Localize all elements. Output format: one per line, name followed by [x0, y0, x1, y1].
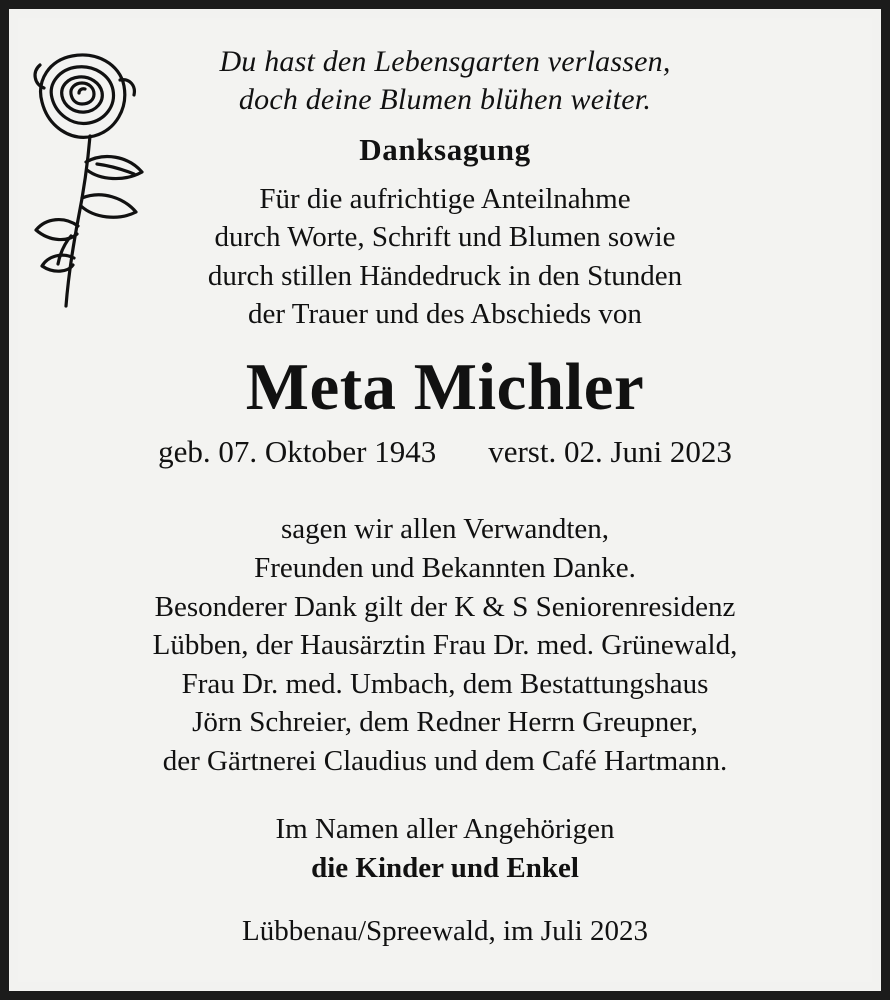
thanks-intro-line: durch stillen Händedruck in den Stunden: [207, 259, 683, 292]
epitaph-line: Du hast den Lebensgarten verlassen,: [219, 45, 671, 78]
thanks-body-line: Besonderer Dank gilt der K & S Seniorenresidenz: [154, 590, 736, 623]
death-date: verst. 02. Juni 2023: [488, 434, 732, 470]
thanks-intro-line: Für die aufrichtige Anteilnahme: [259, 182, 631, 215]
thanks-body-line: sagen wir allen Verwandten,: [280, 513, 610, 546]
family-signature: die Kinder und Enkel: [311, 851, 579, 884]
birth-date: geb. 07. Oktober 1943: [158, 434, 437, 470]
epitaph-text: [32, 43, 858, 120]
thanks-body-line: der Gärtnerei Claudius und dem Café Hartmann.: [162, 744, 728, 777]
place-and-date: Lübbenau/Spreewald, im Juli 2023: [242, 915, 648, 948]
thanks-intro-line: durch Worte, Schrift und Blumen sowie: [214, 221, 676, 254]
thanks-body-line: Lübben, der Hausärztin Frau Dr. med. Grünewald,: [152, 629, 738, 662]
thanks-body-line: Freunden und Bekannten Danke.: [254, 551, 636, 584]
notice-content: [18, 43, 872, 948]
notice-inner: [18, 18, 872, 982]
thanks-body-line: Frau Dr. med. Umbach, dem Bestattungshaus: [181, 667, 709, 700]
thanks-body-text: [32, 510, 858, 780]
thanks-intro-line: der Trauer und des Abschieds von: [248, 298, 642, 331]
family-signature-block: [32, 810, 858, 887]
notice-heading: Danksagung: [359, 131, 531, 167]
epitaph-line: doch deine Blumen blühen weiter.: [238, 83, 652, 117]
deceased-name: Meta Michler: [245, 350, 645, 425]
life-dates: [32, 434, 858, 470]
thanks-intro-text: [32, 180, 858, 334]
family-line: Im Namen aller Angehörigen: [275, 813, 615, 846]
thanks-body-line: Jörn Schreier, dem Redner Herrn Greupner,: [192, 706, 698, 739]
